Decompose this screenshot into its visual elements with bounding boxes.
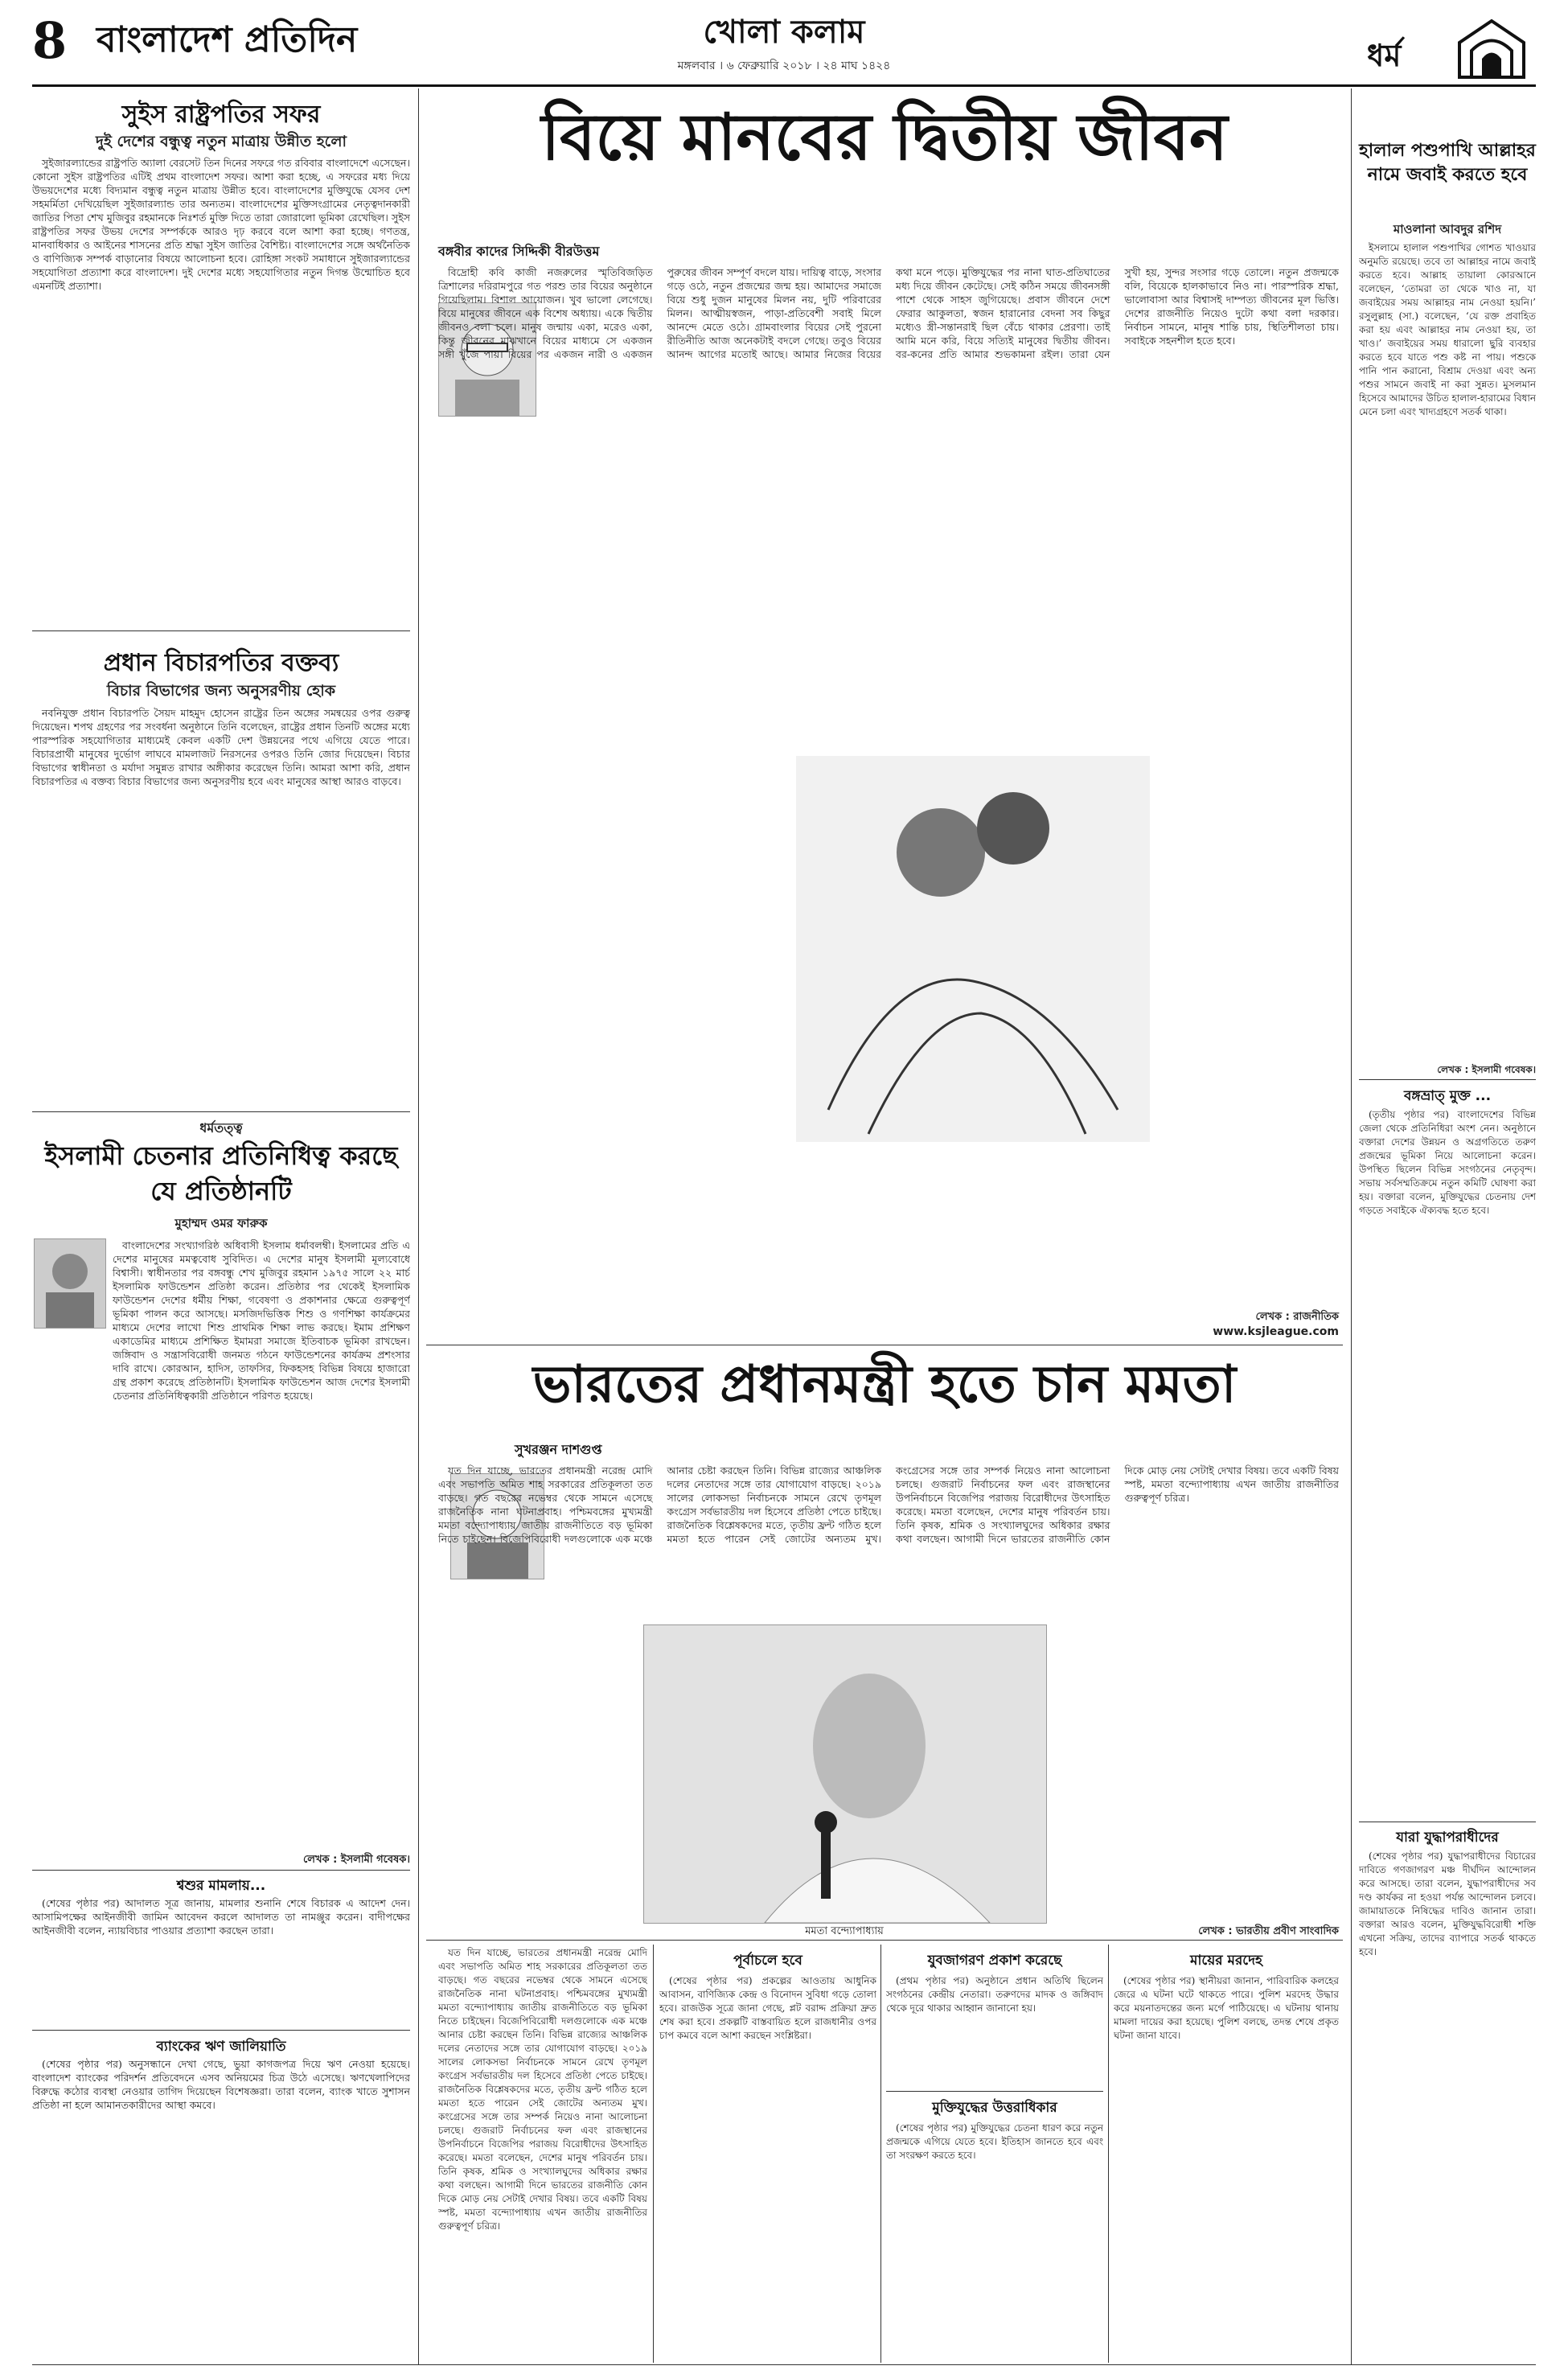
main-author-note: লেখক : রাজনীতিক [1255,1311,1339,1323]
dharmatattva-body: বাংলাদেশের সংখ্যাগরিষ্ঠ অধিবাসী ইসলাম ধর্মাবলম্বী। ইসলামের প্রতি এ দেশের মানুষের মমত্ববোধ সুবিদিত। এ দেশের মানুষ ইসলামী মূল্যবোধে বিশ্বাসী। স্বাধীনতার পর বঙ্গবন্ধু শেখ মুজিবুর রহমান ১৯৭৫ সালে ২২ মার্চ ইসলামিক ফাউন্ডেশন প্রতিষ্ঠা করেন। প্রতিষ্ঠার পর থেকেই ইসলামিক ফাউন্ডেশন দেশের ধর্মীয় শিক্ষা, গবেষণা ও প্রকাশনার ক্ষেত্রে গুরুত্বপূর্ণ ভূমিকা পালন করে আসছে। মসজিদভিত্তিক শিশু ও গণশিক্ষা কার্যক্রমের মাধ্যমে দেশের লাখো শিশু প্রাথমিক শিক্ষা লাভ করছে। ইমাম প্রশিক্ষণ একাডেমির মাধ্যমে প্রশিক্ষিত ইমামরা সমাজে ইতিবাচক ভূমিকা রাখছেন। জঙ্গিবাদ ও সন্ত্রাসবিরোধী জনমত গঠনে ফাউন্ডেশনের কার্যক্রম প্রশংসার দাবি রাখে। কোরআন, হাদিস, তাফসির, ফিকহসহ বিভিন্ন বিষয়ে হাজারো গ্রন্থ প্রকাশ করেছে প্রতিষ্ঠানটি। ইসলামিক ফাউন্ডেশন আজ দেশের ইসলামী চেতনার প্রতিনিধিত্বকারী প্রতিষ্ঠানে পরিণত হয়েছে। [113,1239,410,1402]
dharmatattva-title: ইসলামী চেতনার প্রতিনিধিত্ব করছে যে প্রতিষ্ঠানটি [44,1140,398,1206]
mayer-body: (শেষের পৃষ্ঠার পর) স্থানীয়রা জানান, পারিবারিক কলহের জেরে এ ঘটনা ঘটে থাকতে পারে। পুলিশ মরদেহ উদ্ধার করে ময়নাতদন্তের জন্য মর্গে পাঠিয়েছে। এ ঘটনায় থানায় মামলা দায়ের করা হয়েছে। পুলিশ বলছে, তদন্ত শেষে প্রকৃত ঘটনা জানা যাবে। [1114,1975,1339,2041]
war-criminals-body: (শেষের পৃষ্ঠার পর) যুদ্ধাপরাধীদের বিচারের দাবিতে গণজাগরণ মঞ্চ দীর্ঘদিন আন্দোলন করে আসছে। তারা বলেন, যুদ্ধাপরাধীদের সব দণ্ড কার্যকর না হওয়া পর্যন্ত আন্দোলন চলবে। জামায়াতকে নিষিদ্ধের দাবিও জানান তারা। বক্তারা আরও বলেন, মুক্তিযুদ্ধবিরোধী শক্তি এখনো সক্রিয়, তাদের ব্যাপারে সতর্ক থাকতে হবে। [1359,1850,1536,1957]
mosque-icon [1455,14,1528,79]
chief-justice-subtitle: বিচার বিভাগের জন্য অনুসরণীয় হোক [106,682,336,700]
chief-justice-title: প্রধান বিচারপতির বক্তব্য [103,649,339,677]
right-section-label: ধর্ম [1367,37,1402,73]
mamata-author-note: লেখক : ভারতীয় প্রবীণ সাংবাদিক [1198,1925,1339,1937]
jubo-subbox-title: মুক্তিযুদ্ধের উত্তরাধিকার [932,2100,1057,2116]
dharmatattva-label: ধর্মতত্ত্ব [199,1120,243,1136]
mamata-continued: যত দিন যাচ্ছে, ভারতের প্রধানমন্ত্রী নরেন্দ্র মোদি এবং সভাপতি অমিত শাহ সরকারের প্রতিকূলতা তত বাড়ছে। গত বছরের নভেম্বর থেকে সামনে এসেছে রাজনৈতিক নানা ঘটনাপ্রবাহ। পশ্চিমবঙ্গের মুখ্যমন্ত্রী মমতা বন্দ্যোপাধ্যায় জাতীয় রাজনীতিতে বড় ভূমিকা নিতে চাইছেন। বিজেপিবিরোধী দলগুলোকে এক মঞ্চে আনার চেষ্টা করছেন তিনি। বিভিন্ন রাজ্যের আঞ্চলিক দলের নেতাদের সঙ্গে তার যোগাযোগ বাড়ছে। ২০১৯ সালের লোকসভা নির্বাচনকে সামনে রেখে তৃণমূল কংগ্রেস সর্বভারতীয় দল হিসেবে প্রতিষ্ঠা পেতে চাইছে। রাজনৈতিক বিশ্লেষকদের মতে, তৃতীয় ফ্রন্ট গঠিত হলে মমতা হতে পারেন সেই জোটের অন্যতম মুখ। কংগ্রেসের সঙ্গে তার সম্পর্ক নিয়েও নানা আলোচনা চলছে। গুজরাট নির্বাচনের ফল এবং রাজস্থানের উপনির্বাচনে বিজেপির পরাজয় বিরোধীদের উৎসাহিত করেছে। মমতা বলেছেন, দেশের মানুষ পরিবর্তন চায়। তিনি কৃষক, শ্রমিক ও সংখ্যালঘুদের অধিকার রক্ষার কথা বলছেন। আগামী দিনে ভারতের রাজনীতি কোন দিকে মোড় নেয় সেটাই দেখার বিষয়। তবে একটি বিষয় স্পষ্ট, মমতা বন্দ্যোপাধ্যায় এখন জাতীয় রাজনীতির গুরুত্বপূর্ণ চরিত্র। [438,1947,647,2232]
date-line: মঙ্গলবার । ৬ ফেব্রুয়ারি ২০১৮ । ২৪ মাঘ ১৪২৪ [677,60,891,72]
dharmatattva-author: মুহাম্মদ ওমর ফারুক [174,1216,268,1230]
bangabandhu-body: (তৃতীয় পৃষ্ঠার পর) বাংলাদেশের বিভিন্ন জেলা থেকে প্রতিনিধিরা অংশ নেন। অনুষ্ঠানে বক্তারা দেশের উন্নয়ন ও অগ্রগতিতে তরুণ প্রজন্মের ভূমিকা নিয়ে আলোচনা করেন। উপস্থিত ছিলেন বিভিন্ন সংগঠনের নেতৃবৃন্দ। সভায় সর্বসম্মতিক্রমে নতুন কমিটি ঘোষণা করা হয়। বক্তারা বলেন, মুক্তিযুদ্ধের চেতনায় দেশ গড়তে সবাইকে ঐক্যবদ্ধ হতে হবে। [1359,1109,1536,1216]
bank-title: ব্যাংকের ঋণ জালিয়াতি [156,2039,286,2055]
jubo-title: যুবজাগরণ প্রকাশ করেছে [927,1953,1062,1969]
main-body: বিদ্রোহী কবি কাজী নজরুলের স্মৃতিবিজড়িত ত্রিশালের দরিরামপুরে গত পরশু তার বিয়ের অনুষ্ঠানে গিয়েছিলাম। বিশাল আয়োজন। খুব ভালো লেগেছে। বিয়ে মানুষের জীবনে এক বিশেষ অধ্যায়। একে দ্বিতীয় জীবনও বলা চলে। মানুষ জন্মায় একা, মরেও একা, কিন্তু জীবনের মাঝখানে বিয়ের মাধ্যমে সে একজন সঙ্গী খুঁজে পায়। বিয়ের পর একজন নারী ও একজন পুরুষের জীবন সম্পূর্ণ বদলে যায়। দায়িত্ব বাড়ে, সংসার গড়ে ওঠে, নতুন প্রজন্মের জন্ম হয়। আমাদের সমাজে বিয়ে শুধু দুজন মানুষের মিলন নয়, দুটি পরিবারের মিলন। আত্মীয়স্বজন, পাড়া-প্রতিবেশী সবাই মিলে আনন্দে মেতে ওঠে। গ্রামবাংলার বিয়ের সেই পুরনো রীতিনীতি আজ অনেকটাই বদলে গেছে। তবুও বিয়ের আনন্দ আগের মতোই আছে। আমার নিজের বিয়ের কথা মনে পড়ে। মুক্তিযুদ্ধের পর নানা ঘাত-প্রতিঘাতের মধ্য দিয়ে জীবন কেটেছে। সেই কঠিন সময়ে জীবনসঙ্গী পাশে থেকে সাহস জুগিয়েছে। প্রবাস জীবনে দেশে ফেরার আকুলতা, স্বজন হারানোর বেদনা সব কিছুর মধ্যেও স্ত্রী-সন্তানরাই ছিল বেঁচে থাকার প্রেরণা। তাই আমি মনে করি, বিয়ে সত্যিই মানুষের দ্বিতীয় জীবন। বর-কনের প্রতি আমার শুভকামনা রইল। তারা যেন সুখী হয়, সুন্দর সংসার গড়ে তোলে। নতুন প্রজন্মকে বলি, বিয়েকে হালকাভাবে নিও না। পারস্পরিক শ্রদ্ধা, ভালোবাসা আর বিশ্বাসই দাম্পত্য জীবনের মূল ভিত্তি। দেশের রাজনীতি নিয়েও দুটো কথা বলা দরকার। নির্বাচন সামনে, মানুষ শান্তি চায়, স্থিতিশীলতা চায়। সবাইকে সহনশীল হতে হবে। [438,266,1339,360]
halal-title: হালাল পশুপাখি আল্লাহর নামে জবাই করতে হবে [1359,140,1536,185]
shashur-title: শ্বশুর মামলায়... [176,1878,266,1894]
purbachal-body: (শেষের পৃষ্ঠার পর) প্রকল্পের আওতায় আধুনিক আবাসন, বাণিজ্যিক কেন্দ্র ও বিনোদন সুবিধা গড়ে তোলা হবে। রাজউক সূত্রে জানা গেছে, প্লট বরাদ্দ প্রক্রিয়া দ্রুত শেষ করা হবে। প্রকল্পটি বাস্তবায়িত হলে রাজধানীর ওপর চাপ কমবে বলে আশা করছেন সংশ্লিষ্টরা। [659,1975,876,2041]
mamata-photo [643,1624,1047,1924]
purbachal-title: পূর্বাচলে হবে [733,1953,802,1969]
jubo-subbox-body: (শেষের পৃষ্ঠার পর) মুক্তিযুদ্ধের চেতনা ধারণ করে নতুন প্রজন্মকে এগিয়ে যেতে হবে। ইতিহাস জানতে হবে এবং তা সংরক্ষণ করতে হবে। [886,2122,1103,2161]
main-author: বঙ্গবীর কাদের সিদ্দিকী বীরউত্তম [438,244,600,259]
halal-author: মাওলানা আবদুর রশিদ [1393,222,1502,236]
swiss-title: সুইস রাষ্ট্রপতির সফর [121,101,321,129]
mamata-body: যত দিন যাচ্ছে, ভারতের প্রধানমন্ত্রী নরেন্দ্র মোদি এবং সভাপতি অমিত শাহ সরকারের প্রতিকূলতা তত বাড়ছে। গত বছরের নভেম্বর থেকে সামনে এসেছে রাজনৈতিক নানা ঘটনাপ্রবাহ। পশ্চিমবঙ্গের মুখ্যমন্ত্রী মমতা বন্দ্যোপাধ্যায় জাতীয় রাজনীতিতে বড় ভূমিকা নিতে চাইছেন। বিজেপিবিরোধী দলগুলোকে এক মঞ্চে আনার চেষ্টা করছেন তিনি। বিভিন্ন রাজ্যের আঞ্চলিক দলের নেতাদের সঙ্গে তার যোগাযোগ বাড়ছে। ২০১৯ সালের লোকসভা নির্বাচনকে সামনে রেখে তৃণমূল কংগ্রেস সর্বভারতীয় দল হিসেবে প্রতিষ্ঠা পেতে চাইছে। রাজনৈতিক বিশ্লেষকদের মতে, তৃতীয় ফ্রন্ট গঠিত হলে মমতা হতে পারেন সেই জোটের অন্যতম মুখ। কংগ্রেসের সঙ্গে তার সম্পর্ক নিয়েও নানা আলোচনা চলছে। গুজরাট নির্বাচনের ফল এবং রাজস্থানের উপনির্বাচনে বিজেপির পরাজয় বিরোধীদের উৎসাহিত করেছে। মমতা বলেছেন, দেশের মানুষ পরিবর্তন চায়। তিনি কৃষক, শ্রমিক ও সংখ্যালঘুদের অধিকার রক্ষার কথা বলছেন। আগামী দিনে ভারতের রাজনীতি কোন দিকে মোড় নেয় সেটাই দেখার বিষয়। তবে একটি বিষয় স্পষ্ট, মমতা বন্দ্যোপাধ্যায় এখন জাতীয় রাজনীতির গুরুত্বপূর্ণ চরিত্র। [438,1464,1339,1545]
shashur-body: (শেষের পৃষ্ঠার পর) আদালত সূত্র জানায়, মামলার শুনানি শেষে বিচারক এ আদেশ দেন। আসামিপক্ষের আইনজীবী জামিন আবেদন করলে আদালত তা নামঞ্জুর করেন। বাদীপক্ষের আইনজীবী বলেন, ন্যায়বিচার পাওয়ার প্রত্যাশা করছেন তারা। [32,1897,410,1937]
mamata-headline: ভারতের প্রধানমন্ত্রী হতে চান মমতা [532,1354,1237,1415]
bangabandhu-title: বঙ্গভ্রাত্ মুক্ত ... [1403,1088,1492,1104]
swiss-subtitle: দুই দেশের বন্ধুত্ব নতুন মাত্রায় উন্নীত হলো [96,133,347,150]
mamata-photo-caption: মমতা বন্দ্যোপাধ্যায় [805,1925,884,1937]
page-number: 8 [32,11,68,70]
halal-author-note: লেখক : ইসলামী গবেষক। [1437,1064,1536,1075]
section-title: খোলা কলাম [703,13,865,51]
swiss-body: সুইজারল্যান্ডের রাষ্ট্রপতি অ্যালা বেরসেট তিন দিনের সফরে গত রবিবার বাংলাদেশে এসেছেন। কোনো সুইস রাষ্ট্রপতির এটিই প্রথম বাংলাদেশ সফর। আশা করা হচ্ছে, এ সফরের মধ্য দিয়ে উভয়দেশের মধ্যে বিদ্যমান বন্ধুত্ব নতুন মাত্রায় উন্নীত হবে। বাংলাদেশের মুক্তিযুদ্ধে যেসব দেশ সহমর্মিতা দেখিয়েছিল সুইজারল্যান্ড তার অন্যতম। বাংলাদেশের মুক্তিসংগ্রামের নেতৃত্বদানকারী জাতির পিতা শেখ মুজিবুর রহমানকে নিঃশর্ত মুক্তি দিতে তারা জোরালো ভূমিকা রেখেছিল। সুইস রাষ্ট্রপতির সফর উভয় দেশের সম্পর্ককে আরও দৃঢ় করবে বলে আশা করা হচ্ছে। গণতন্ত্র, মানবাধিকার ও আইনের শাসনের প্রতি শ্রদ্ধা সুইস জাতির বৈশিষ্ট্য। বাংলাদেশের সঙ্গে অর্থনৈতিক ও বাণিজ্যিক সম্পর্ক বাড়ানোর বিষয়ে আলোচনা হবে। রোহিঙ্গা সংকট সমাধানে সুইজারল্যান্ডের সহযোগিতা প্রত্যাশা করে বাংলাদেশ। দুই দেশের মধ্যে সহযোগিতার নতুন দিগন্ত উন্মোচিত হবে এমনটিই প্রত্যাশা। [32,157,410,292]
mayer-title: মায়ের মরদেহ [1190,1953,1262,1969]
war-criminals-title: যারা যুদ্ধাপরাধীদের [1396,1830,1499,1846]
dharmatattva-author-note: লেখক : ইসলামী গবেষক। [302,1854,410,1866]
masthead-rule [32,84,1536,87]
paper-name: বাংলাদেশ প্রতিদিন [96,19,358,60]
mamata-author: সুখরঞ্জন দাশগুপ্ত [515,1442,602,1457]
main-website-link[interactable]: www.ksjleague.com [1213,1325,1339,1338]
jubo-body: (প্রথম পৃষ্ঠার পর) অনুষ্ঠানে প্রধান অতিথি ছিলেন সংগঠনের কেন্দ্রীয় নেতারা। তরুণদের মাদক ও জঙ্গিবাদ থেকে দূরে থাকার আহ্বান জানানো হয়। [886,1975,1103,2014]
halal-body: ইসলামে হালাল পশুপাখির গোশত খাওয়ার অনুমতি রয়েছে। তবে তা আল্লাহর নামে জবাই করতে হবে। আল্লাহ তায়ালা কোরআনে বলেছেন, ‘তোমরা তা থেকে খাও না, যা জবাইয়ের সময় আল্লাহর নাম নেওয়া হয়নি।’ রসুলুল্লাহ (সা.) বলেছেন, ‘যে রক্ত প্রবাহিত করা হয় এবং আল্লাহর নাম নেওয়া হয়, তা খাও।’ জবাইয়ের সময় ধারালো ছুরি ব্যবহার করতে হবে যাতে পশু কষ্ট না পায়। পশুকে পানি পান করানো, বিশ্রাম দেওয়া এবং অন্য পশুর সামনে জবাই না করা সুন্নত। মুসলমান হিসেবে আমাদের উচিত হালাল-হারামের বিধান মেনে চলা এবং খাদ্যগ্রহণে সতর্ক থাকা। [1359,242,1536,417]
hands-illustration [796,756,1150,1142]
main-headline: বিয়ে মানবের দ্বিতীয় জীবন [541,99,1228,175]
chief-justice-body: নবনিযুক্ত প্রধান বিচারপতি সৈয়দ মাহমুদ হোসেন রাষ্ট্রের তিন অঙ্গের সমন্বয়ের ওপর গুরুত্ব দিয়েছেন। শপথ গ্রহণের পর সংবর্ধনা অনুষ্ঠানে তিনি বলেছেন, রাষ্ট্রের প্রধান তিনটি অঙ্গের মধ্যে পারস্পরিক সহযোগিতার মাধ্যমেই কেবল একটি দেশ উন্নয়নের পথে এগিয়ে যেতে পারে। বিচারপ্রার্থী মানুষের দুর্ভোগ লাঘবে মামলাজট নিরসনের ওপরও তিনি জোর দিয়েছেন। বিচার বিভাগের স্বাধীনতা ও মর্যাদা সমুন্নত রাখার অঙ্গীকার করেছেন তিনি। আমরা আশা করি, প্রধান বিচারপতির এ বক্তব্য বিচার বিভাগের জন্য অনুসরণীয় হবে এবং মানুষের আস্থা আরও বাড়বে। [32,707,410,787]
bank-body: (শেষের পৃষ্ঠার পর) অনুসন্ধানে দেখা গেছে, ভুয়া কাগজপত্র দিয়ে ঋণ নেওয়া হয়েছে। বাংলাদেশ ব্যাংকের পরিদর্শন প্রতিবেদনে এসব অনিয়মের চিত্র উঠে এসেছে। ঋণখেলাপিদের বিরুদ্ধে কঠোর ব্যবস্থা নেওয়ার তাগিদ দিয়েছেন বিশেষজ্ঞরা। তারা বলেন, ব্যাংক খাতে সুশাসন প্রতিষ্ঠা না হলে আমানতকারীদের আস্থা কমবে। [32,2058,410,2111]
